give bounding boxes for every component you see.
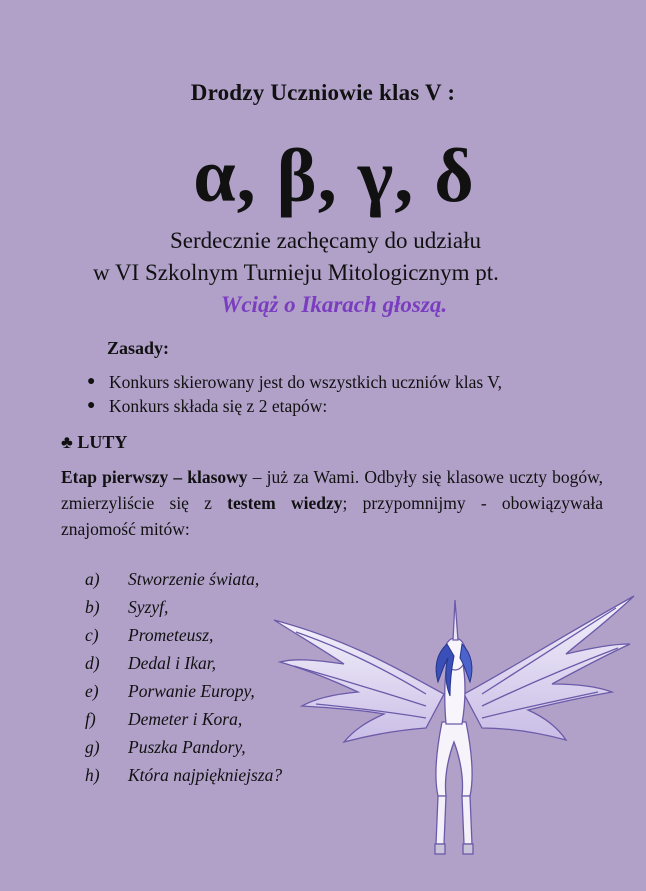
- myth-letter: h): [85, 765, 100, 785]
- myth-letter: c): [85, 625, 99, 645]
- rules-item: [87, 394, 502, 418]
- myth-title: Puszka Pandory,: [128, 737, 246, 757]
- bullet-icon: ●: [87, 374, 96, 389]
- myth-letter: e): [85, 681, 99, 701]
- rules-title: Zasady:: [107, 338, 170, 358]
- stage-text-2: ; przypomnijmy - obowiązywała znajomość mitów:: [61, 493, 603, 539]
- left-wing: [274, 620, 444, 742]
- unicorn-body: [435, 600, 473, 854]
- tournament-motto: Wciąż o Ikarach głoszą.: [220, 292, 448, 317]
- rules-item: [87, 370, 502, 394]
- myth-item: [85, 677, 282, 705]
- myth-title: Stworzenie świata,: [128, 569, 260, 589]
- stage-name: Etap pierwszy – klasowy: [61, 467, 248, 487]
- myth-list: [85, 565, 282, 789]
- bullet-icon: ●: [87, 398, 96, 413]
- myth-letter: g): [85, 737, 100, 757]
- myth-title: Demeter i Kora,: [128, 709, 243, 729]
- myth-title: Porwanie Europy,: [128, 681, 255, 701]
- stage-text-1: – już za Wami. Odbyły się klasowe uczty bogów, zmierzyliście się z: [61, 467, 604, 513]
- myth-letter: a): [85, 569, 100, 589]
- myth-item: [85, 621, 282, 649]
- winged-unicorn-illustration: [266, 582, 642, 882]
- myth-item: [85, 649, 282, 677]
- stage-paragraph: [61, 464, 603, 542]
- invitation-line-1: Serdecznie zachęcamy do udziału: [170, 228, 481, 253]
- myth-item: [85, 593, 282, 621]
- myth-item: [85, 565, 282, 593]
- myth-letter: f): [85, 709, 96, 729]
- myth-letter: b): [85, 597, 100, 617]
- myth-title: Syzyf,: [128, 597, 169, 617]
- greeting-heading: Drodzy Uczniowie klas V :: [190, 80, 456, 105]
- right-wing: [464, 596, 634, 740]
- greek-letters-title: α, β, γ, δ: [193, 134, 475, 218]
- rules-item-text: Konkurs skierowany jest do wszystkich uczniów klas V,: [109, 372, 503, 392]
- rules-list: [87, 370, 502, 418]
- invitation-line-2: w VI Szkolnym Turnieju Mitologicznym pt.: [93, 260, 499, 285]
- club-icon: ♣: [61, 432, 73, 452]
- stage-heading: [61, 432, 127, 453]
- rules-item-text: Konkurs składa się z 2 etapów:: [109, 396, 328, 416]
- myth-item: [85, 733, 282, 761]
- myth-title: Dedal i Ikar,: [128, 653, 216, 673]
- myth-item: [85, 761, 282, 789]
- myth-title: Prometeusz,: [128, 625, 214, 645]
- test-label: testem wiedzy: [227, 493, 343, 513]
- myth-letter: d): [85, 653, 100, 673]
- myth-item: [85, 705, 282, 733]
- stage-title: LUTY: [77, 432, 128, 452]
- myth-title: Która najpiękniejsza?: [128, 765, 283, 785]
